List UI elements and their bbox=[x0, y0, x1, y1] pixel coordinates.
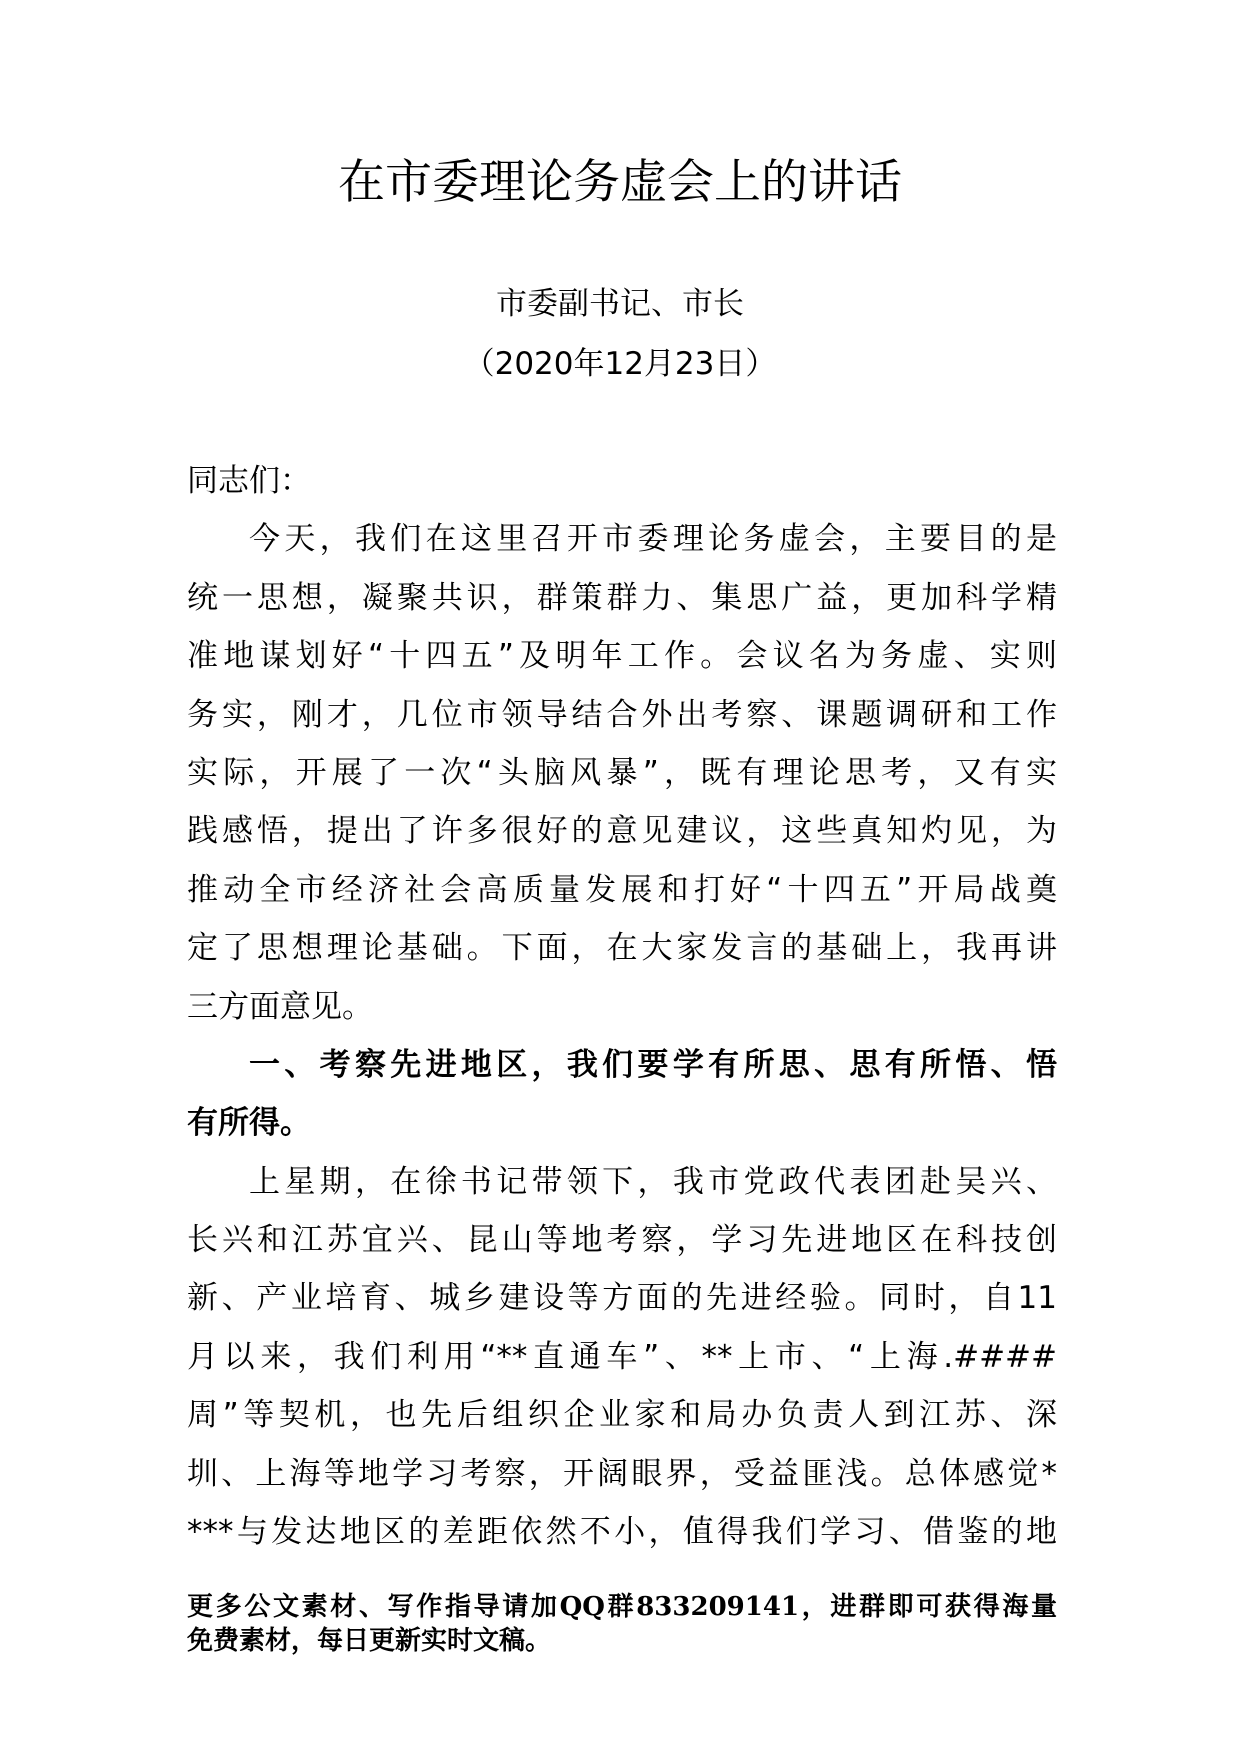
paragraph-line: 圳、上海等地学习考察，开阔眼界，受益匪浅。总体感觉* bbox=[187, 1455, 1057, 1492]
document-title: 在市委理论务虚会上的讲话 bbox=[338, 155, 902, 210]
paragraph-line: 长兴和江苏宜兴、昆山等地考察，学习先进地区在科技创 bbox=[187, 1222, 1057, 1259]
paragraph-line: 务实，刚才，几位市领导结合外出考察、课题调研和工作 bbox=[187, 696, 1057, 733]
paragraph-line: 新、产业培育、城乡建设等方面的先进经验。同时，自11 bbox=[187, 1280, 1057, 1317]
footer-line: 更多公文素材、写作指导请加QQ群833209141，进群即可获得海量 bbox=[187, 1592, 1057, 1622]
paragraph-line: 月以来，我们利用“**直通车”、**上市、“上海.#### bbox=[187, 1338, 1057, 1375]
section-heading-line: 一、考察先进地区，我们要学有所思、思有所悟、悟 bbox=[249, 1046, 1057, 1083]
speaker-title: 市委副书记、市长 bbox=[496, 286, 744, 322]
salutation: 同志们： bbox=[187, 463, 311, 499]
body-text bbox=[187, 510, 1057, 1561]
paragraph-line: 实际，开展了一次“头脑风暴”，既有理论思考，又有实 bbox=[187, 754, 1057, 791]
paragraph-line: 今天，我们在这里召开市委理论务虚会，主要目的是 bbox=[249, 521, 1057, 558]
footer-notice bbox=[187, 1590, 1057, 1658]
paragraph-line: 践感悟，提出了许多很好的意见建议，这些真知灼见，为 bbox=[187, 813, 1057, 850]
document-body bbox=[187, 452, 1057, 1561]
section-heading-line: 有所得。 bbox=[187, 1105, 311, 1142]
paragraph-line: 准地谋划好“十四五”及明年工作。会议名为务虚、实则 bbox=[187, 638, 1057, 675]
paragraph-line: 周”等契机，也先后组织企业家和局办负责人到江苏、深 bbox=[187, 1397, 1057, 1434]
paragraph-line: 统一思想，凝聚共识，群策群力、集思广益，更加科学精 bbox=[187, 579, 1057, 616]
footer-line: 免费素材，每日更新实时文稿。 bbox=[187, 1626, 552, 1656]
speech-date: （2020年12月23日） bbox=[463, 346, 777, 382]
paragraph-line: ***与发达地区的差距依然不小，值得我们学习、借鉴的地 bbox=[187, 1514, 1057, 1551]
paragraph-line: 三方面意见。 bbox=[187, 988, 373, 1025]
paragraph-line: 推动全市经济社会高质量发展和打好“十四五”开局战奠 bbox=[187, 871, 1057, 908]
paragraph-line: 上星期，在徐书记带领下，我市党政代表团赴吴兴、 bbox=[249, 1163, 1057, 1200]
paragraph-line: 定了思想理论基础。下面，在大家发言的基础上，我再讲 bbox=[187, 930, 1057, 967]
